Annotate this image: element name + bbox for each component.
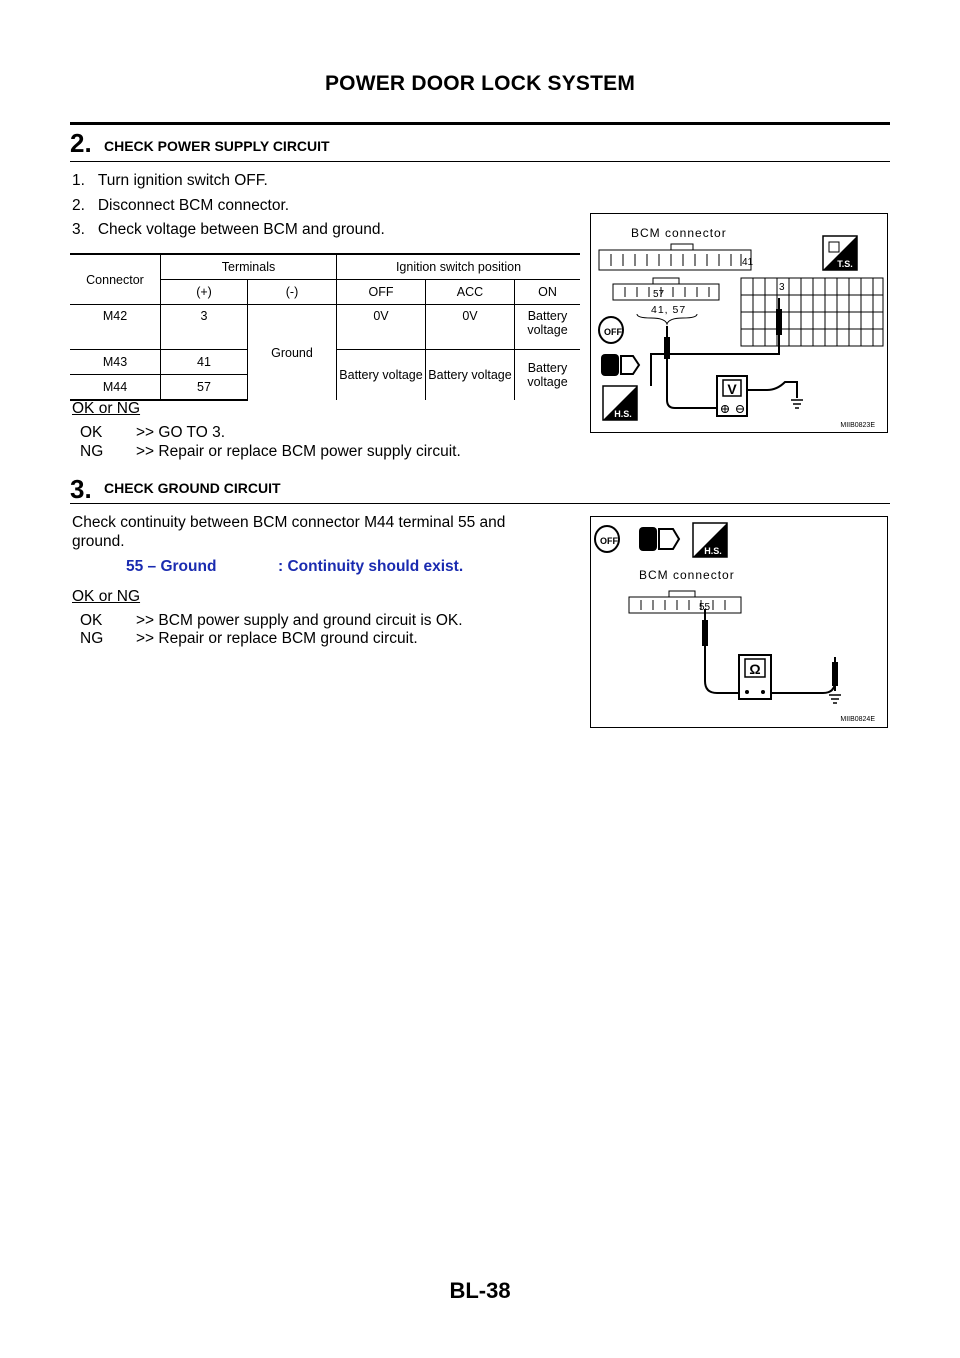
result-text: >> Repair or replace BCM ground circuit. bbox=[136, 630, 418, 647]
fig-pin-57: 57 bbox=[653, 289, 665, 300]
ignition-header: Ignition switch position bbox=[337, 254, 581, 280]
step-2-ok-or-ng: OK or NG bbox=[72, 400, 141, 417]
voltmeter bbox=[717, 376, 747, 416]
table-cell-off-merged: Battery voltage bbox=[337, 350, 426, 401]
bcm-ground-check-figure bbox=[590, 516, 888, 728]
ground-icon bbox=[829, 695, 841, 703]
ts-badge-label: T.S. bbox=[837, 259, 853, 269]
result-text: >> GO TO 3. bbox=[136, 424, 226, 441]
bcm-connector bbox=[629, 591, 741, 613]
page-code: BL-38 bbox=[449, 1278, 511, 1303]
fig-pin-3: 3 bbox=[779, 282, 785, 293]
bcm-voltage-check-figure bbox=[590, 213, 888, 433]
ohmmeter bbox=[739, 655, 771, 699]
continuity-condition bbox=[126, 558, 463, 576]
step-3-result-ok bbox=[80, 612, 463, 630]
hs-badge-label: H.S. bbox=[704, 546, 722, 556]
bcm-connector-right bbox=[741, 278, 883, 346]
step-3-ok-or-ng: OK or NG bbox=[72, 588, 141, 605]
fig-pins-label: 41, 57 bbox=[651, 304, 687, 316]
step-2-instruction: 1. Turn ignition switch OFF. bbox=[72, 172, 268, 189]
header-rule bbox=[70, 122, 890, 125]
sub-header-on: ON bbox=[515, 280, 581, 305]
figure-id: MIIB0824E bbox=[840, 716, 875, 723]
step-2-number: 2. bbox=[70, 128, 92, 158]
fig-pin-41: 41 bbox=[742, 257, 754, 268]
result-key: OK bbox=[80, 424, 103, 441]
condition-key: 55 – Ground bbox=[126, 558, 217, 575]
step-3-title: CHECK GROUND CIRCUIT bbox=[104, 480, 281, 496]
ignition-off-icon bbox=[595, 526, 619, 552]
table-cell-plus: 3 bbox=[161, 305, 248, 350]
sub-header-off: OFF bbox=[337, 280, 426, 305]
bcm-connector-middle bbox=[613, 278, 719, 300]
step-3-result-ng bbox=[80, 630, 418, 648]
step-2-result-ng bbox=[80, 443, 461, 461]
ignition-off-label: OFF bbox=[604, 327, 622, 337]
result-key: OK bbox=[80, 612, 103, 629]
step-3-instruction: ground. bbox=[72, 533, 125, 550]
table-cell-on-merged: Battery voltage bbox=[515, 350, 581, 401]
table-cell-acc-merged: Battery voltage bbox=[426, 350, 515, 401]
step-2-rule bbox=[70, 161, 890, 162]
table-cell-connector: M44 bbox=[70, 375, 161, 401]
step-2-result-ok bbox=[80, 424, 225, 442]
step-3-rule bbox=[70, 503, 890, 504]
hs-badge-icon bbox=[693, 523, 727, 557]
hs-badge-label: H.S. bbox=[614, 409, 632, 419]
step-2-instruction: 2. Disconnect BCM connector. bbox=[72, 197, 290, 214]
table-cell-plus: 41 bbox=[161, 350, 248, 375]
ts-badge-icon bbox=[823, 236, 857, 270]
ignition-off-label: OFF bbox=[600, 536, 618, 546]
step-2-instruction: 3. Check voltage between BCM and ground. bbox=[72, 221, 385, 238]
disconnect-icon bbox=[639, 527, 679, 551]
ignition-off-icon bbox=[599, 317, 623, 343]
table-cell-off: 0V bbox=[337, 305, 426, 350]
disconnect-icon bbox=[601, 354, 639, 376]
fig-connector-label: BCM connector bbox=[639, 568, 735, 582]
table-cell-on: Battery voltage bbox=[515, 305, 581, 350]
table-cell-ground: Ground bbox=[248, 305, 337, 401]
bcm-connector-top bbox=[599, 244, 751, 270]
fig-connector-label: BCM connector bbox=[631, 226, 727, 240]
condition-value: : Continuity should exist. bbox=[278, 558, 464, 575]
page-title: POWER DOOR LOCK SYSTEM bbox=[324, 72, 636, 95]
ground-icon bbox=[791, 400, 803, 408]
connector-header: Connector bbox=[70, 254, 161, 305]
ohmmeter-symbol: Ω bbox=[749, 661, 761, 677]
result-text: >> BCM power supply and ground circuit is OK. bbox=[136, 612, 463, 629]
result-key: NG bbox=[80, 443, 104, 460]
sub-header-acc: ACC bbox=[426, 280, 515, 305]
sub-header-plus: (+) bbox=[161, 280, 248, 305]
voltmeter-symbol: V bbox=[727, 381, 737, 397]
terminals-header: Terminals bbox=[161, 254, 337, 280]
table-cell-connector: M43 bbox=[70, 350, 161, 375]
hs-badge-icon bbox=[603, 386, 637, 420]
table-cell-acc: 0V bbox=[426, 305, 515, 350]
step-2-title: CHECK POWER SUPPLY CIRCUIT bbox=[104, 138, 330, 154]
sub-header-minus: (-) bbox=[248, 280, 337, 305]
voltage-spec-table bbox=[70, 253, 580, 401]
step-3-number: 3. bbox=[70, 474, 92, 504]
step-3-instruction: Check continuity between BCM connector M44 terminal 55 and bbox=[72, 514, 506, 531]
table-cell-connector: M42 bbox=[70, 305, 161, 350]
result-key: NG bbox=[80, 630, 104, 647]
fig-pin-55: 55 bbox=[699, 602, 711, 613]
table-cell-plus: 57 bbox=[161, 375, 248, 401]
figure-id: MIIB0823E bbox=[840, 422, 875, 429]
result-text: >> Repair or replace BCM power supply circuit. bbox=[136, 443, 461, 460]
